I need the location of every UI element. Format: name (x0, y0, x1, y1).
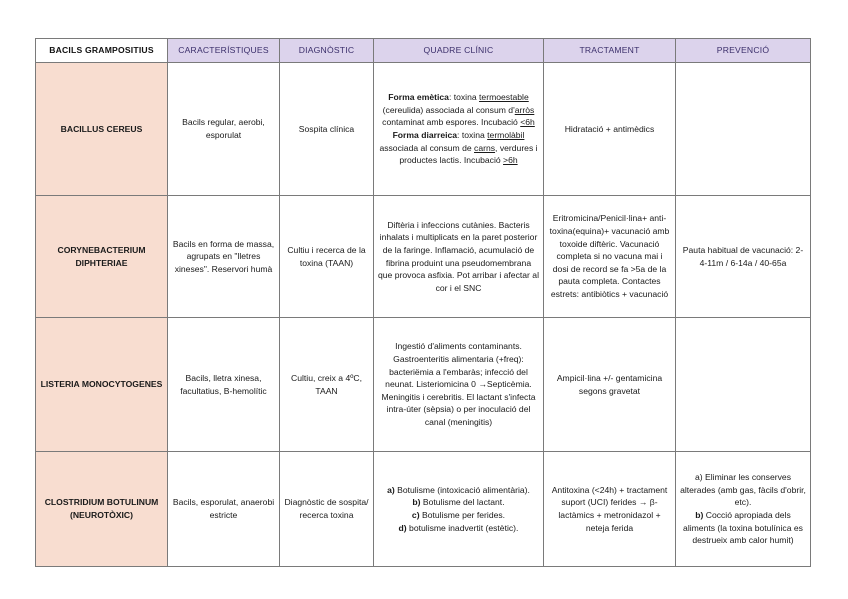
bacil-name: BACILLUS CEREUS (36, 63, 168, 196)
list-key: c) (411, 510, 420, 520)
header-tractament: TRACTAMENT (544, 39, 676, 63)
diagnostic-cell: Sospita clínica (280, 63, 374, 196)
list-text: Eliminar les conserves alterades (amb gas, fàcils d'obrir, etc). (680, 472, 806, 508)
prevencio-cell (676, 452, 811, 567)
list-text: Botulisme per ferides. (419, 510, 506, 520)
table-row (36, 196, 811, 318)
tractament-cell: Hidratació + antimèdics (544, 63, 676, 196)
list-text: Botulisme (intoxicació alimentària). (394, 484, 530, 495)
quadre-underlined: arròs (514, 104, 535, 115)
forma-diarreica-label: Forma diarreica (392, 130, 458, 140)
table-row (36, 63, 811, 196)
quadre-clinic-cell: Ingestió d'aliments contaminants. Gastroenteritis alimentaria (+freq): bacteriëmia a l'embaràs; infecció del neunat. Listeriomicina 0 →Septicèmia. Meningitis i cerebritis. El lactant s'infecta intra-úter (sèpsia) o per inoculació del canal (meningitis) (374, 318, 544, 452)
tractament-cell: Ampicil·lina +/- gentamicina segons gravetat (544, 318, 676, 452)
list-item (378, 522, 539, 535)
quadre-text: : toxina (448, 92, 480, 103)
list-text: Botulisme del lactant. (420, 497, 505, 508)
diagnostic-cell: Diagnòstic de sospita/ recerca toxina (280, 452, 374, 567)
caracteristiques-cell: Bacils regular, aerobi, esporulat (168, 63, 280, 196)
quadre-clinic-cell (374, 63, 544, 196)
list-text: botulisme inadvertit (estètic). (406, 522, 519, 533)
prevencio-cell (676, 318, 811, 452)
list-item (680, 509, 806, 547)
bacil-name: CLOSTRIDIUM BOTULINUM (44, 497, 159, 508)
header-quadre-clinic: QUADRE CLÍNIC (374, 39, 544, 63)
quadre-underlined: termolàbil (487, 130, 525, 140)
header-bacils: BACILS GRAMPOSITIUS (36, 39, 168, 63)
tractament-cell: Antitoxina (<24h) + tractament suport (UCI) ferides → β-lactàmics + metronidazol + neteja ferida (544, 452, 676, 567)
quadre-underlined: <6h (520, 117, 535, 128)
quadre-underlined: >6h (503, 155, 518, 166)
quadre-text: associada al consum de (379, 142, 475, 153)
quadre-text: (cereulida) associada al consum d' (382, 104, 515, 115)
table-row (36, 452, 811, 567)
list-item (378, 496, 539, 509)
list-key: a) (694, 472, 703, 483)
quadre-underlined: carns (474, 142, 496, 153)
tractament-cell: Eritromicina/Penicil·lina+ anti-toxina(equina)+ vacunació amb toxoide diftèric. Vacunació completa si no vacuna mai i dosi de record se fa >5a de la pauta completa. Contactes estrets: antibiòtics + vacunació (544, 196, 676, 318)
quadre-clinic-cell (374, 452, 544, 567)
header-caracteristiques: CARACTERÍSTIQUES (168, 39, 280, 63)
list-item (378, 509, 539, 522)
quadre-text: : toxina (457, 130, 488, 140)
bacils-table (35, 38, 811, 567)
table-row (36, 318, 811, 452)
quadre-clinic-cell: Diftèria i infeccions cutànies. Bacteris inhalats i multiplicats en la paret posterior de la faringe. Inflamació, acumulació de fibrina produint una pseudomembrana que provoca asfixia. Pot arribar i afectar al cor i el SNC (374, 196, 544, 318)
caracteristiques-cell: Bacils, esporulat, anaerobi estricte (168, 452, 280, 567)
diagnostic-cell: Cultiu i recerca de la toxina (TAAN) (280, 196, 374, 318)
list-item (680, 471, 806, 509)
quadre-text: , verdures i productes lactis. Incubació (399, 142, 538, 166)
header-prevencio: PREVENCIÓ (676, 39, 811, 63)
list-item (378, 484, 539, 497)
list-key: a) (387, 484, 395, 495)
quadre-underlined: termoestable (479, 92, 529, 103)
caracteristiques-cell: Bacils, lletra xinesa, facultatius, B-hemolític (168, 318, 280, 452)
header-row (36, 39, 811, 63)
list-key: b) (695, 510, 704, 520)
bacil-name: CORYNEBACTERIUM DIPHTERIAE (36, 196, 168, 318)
diagnostic-cell: Cultiu, creix a 4ºC, TAAN (280, 318, 374, 452)
list-text: Cocció apropiada dels aliments (la toxina botulínica es destrueix amb calor humit) (683, 510, 803, 546)
quadre-text: contaminat amb espores. Incubació (382, 117, 521, 128)
list-key: b) (412, 497, 421, 508)
forma-emetica-label: Forma emètica (388, 92, 449, 103)
bacil-name: LISTERIA MONOCYTOGENES (36, 318, 168, 452)
prevencio-cell: Pauta habitual de vacunació: 2-4-11m / 6-14a / 40-65a (676, 196, 811, 318)
bacil-name-cell (36, 452, 168, 567)
list-key: d) (398, 522, 407, 533)
prevencio-cell (676, 63, 811, 196)
bacil-subname: (NEUROTÒXIC) (69, 510, 134, 520)
header-diagnostic: DIAGNÒSTIC (280, 39, 374, 63)
caracteristiques-cell: Bacils en forma de massa, agrupats en "lletres xineses". Reservori humà (168, 196, 280, 318)
